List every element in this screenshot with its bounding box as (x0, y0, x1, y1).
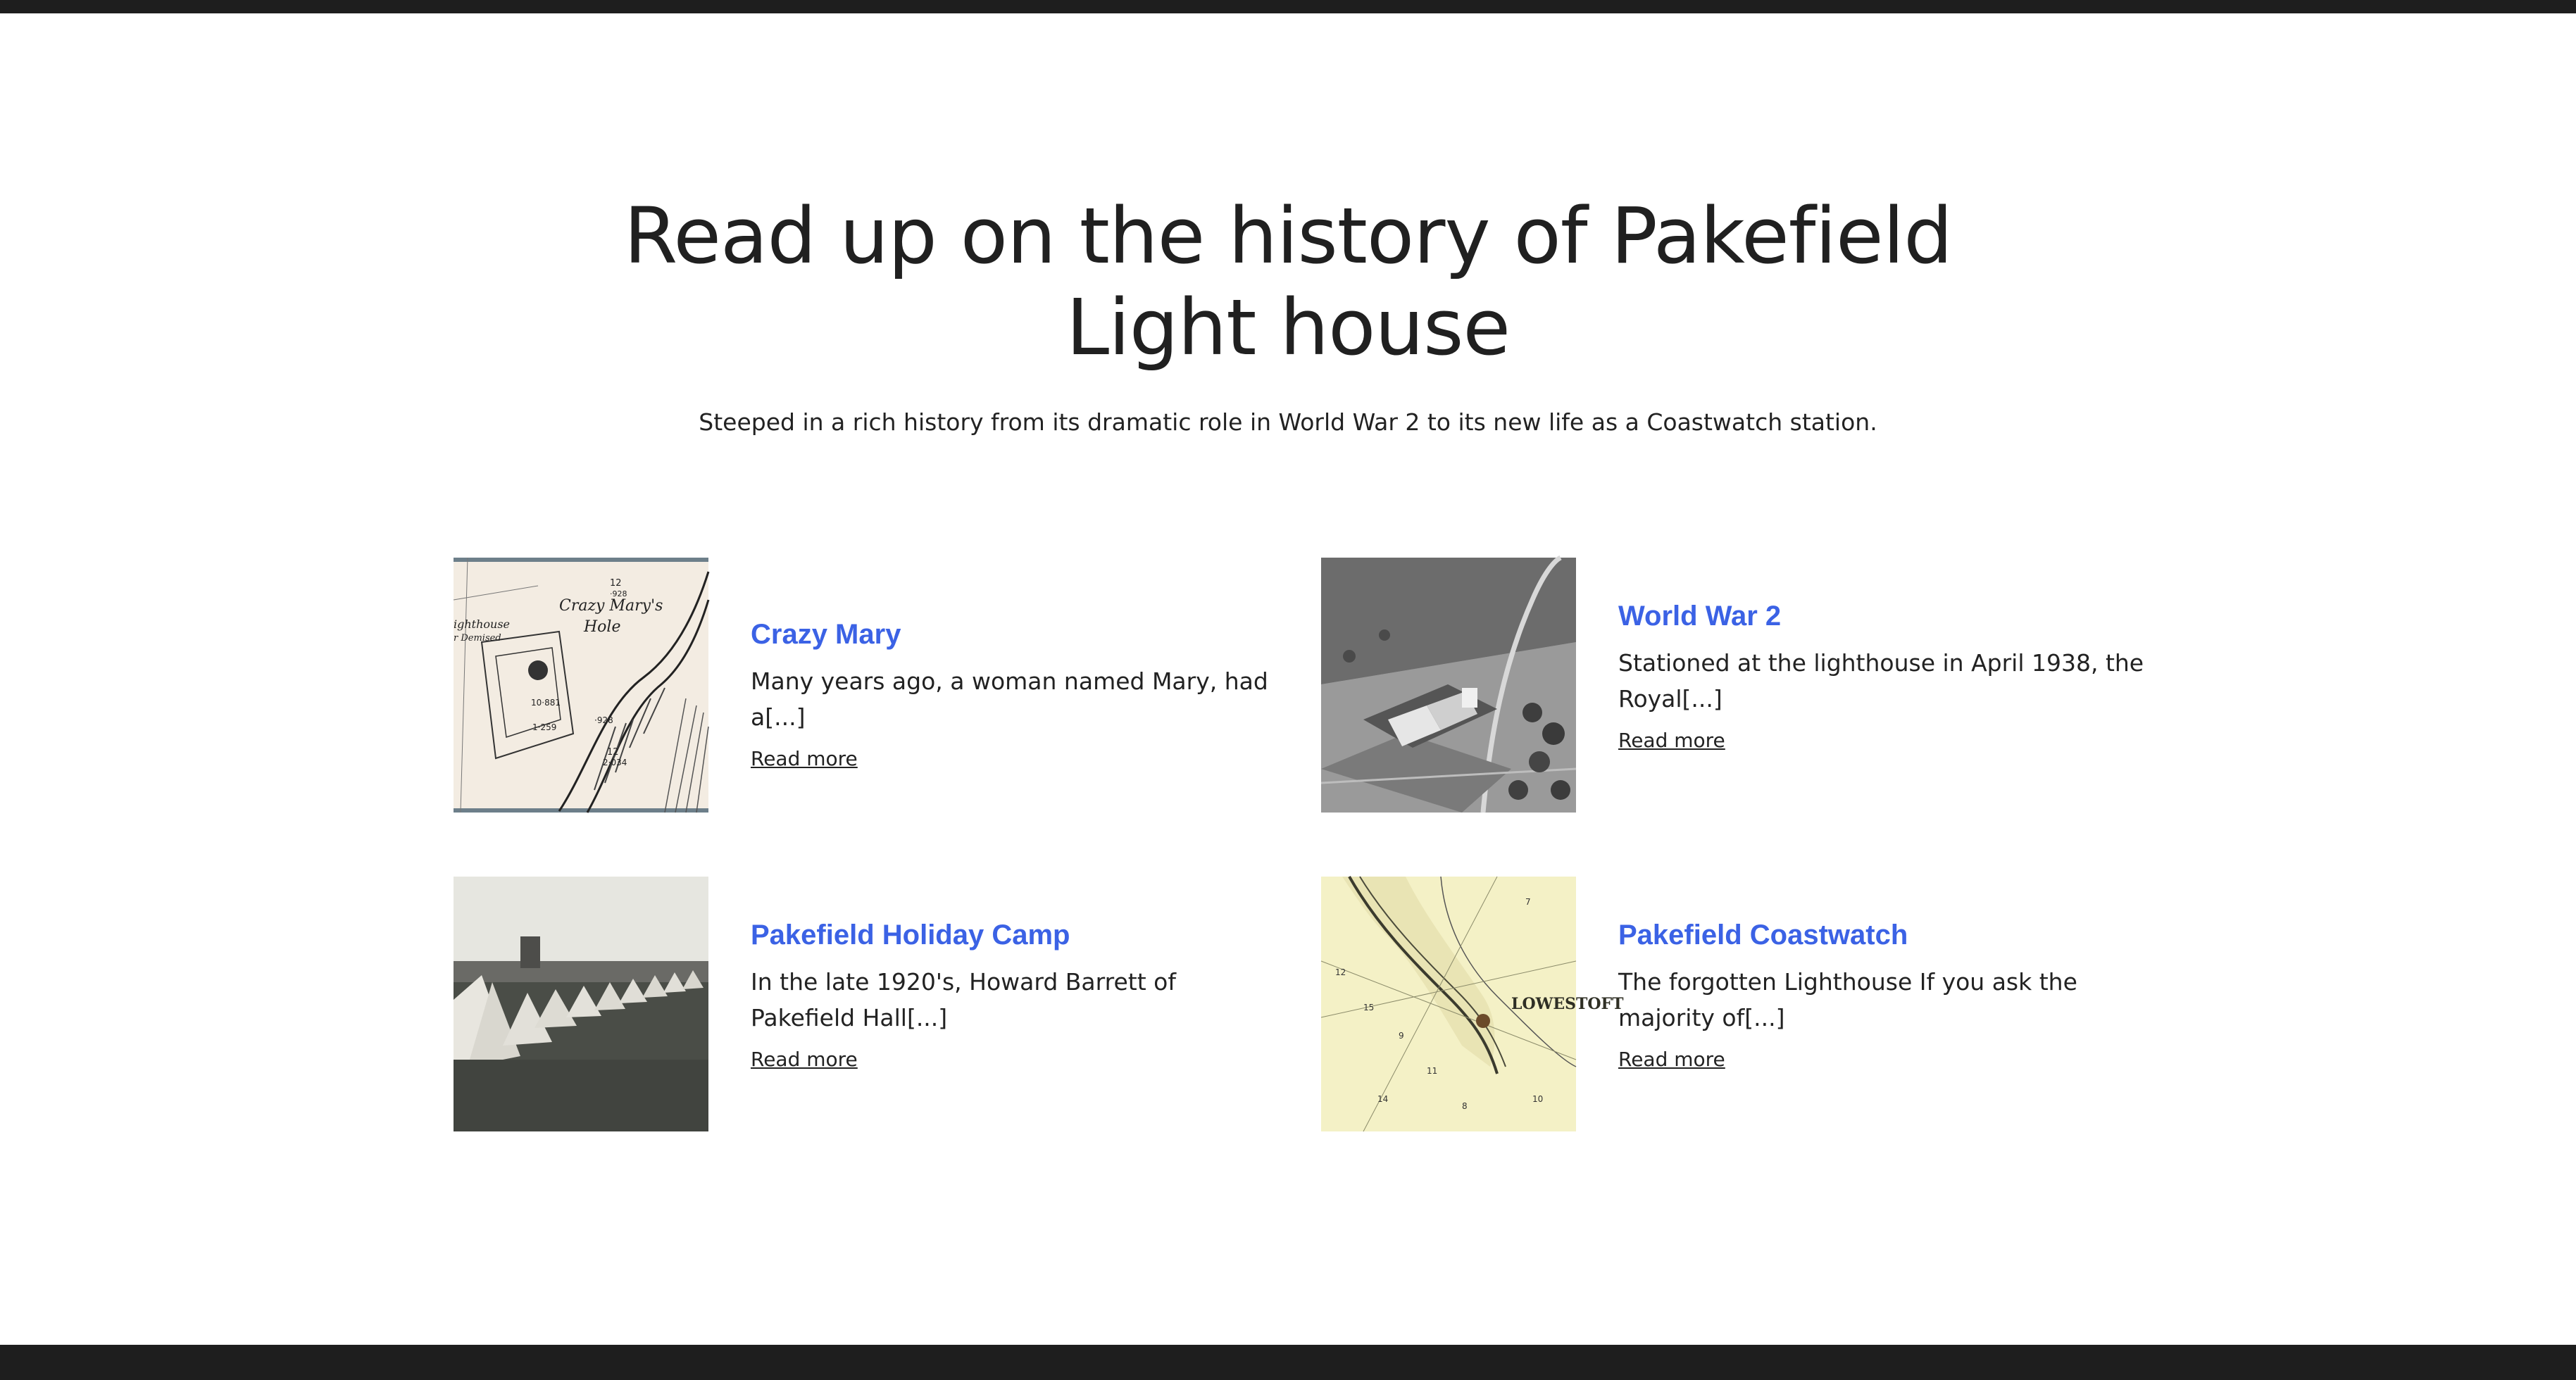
svg-text:·928: ·928 (610, 589, 627, 598)
read-more-link[interactable]: Read more (1618, 1048, 1725, 1071)
article-excerpt: In the late 1920's, Howard Barrett of Pakefield Hall[...] (751, 968, 1176, 1031)
svg-text:10: 10 (1532, 1094, 1544, 1104)
article-excerpt: Many years ago, a woman named Mary, had a[...] (751, 667, 1268, 731)
svg-text:8: 8 (1462, 1101, 1468, 1111)
article-card-body (1618, 917, 2153, 1074)
footer-bar (0, 1345, 2576, 1380)
read-more-link[interactable]: Read more (1618, 729, 1725, 752)
top-bar (0, 0, 2576, 13)
coastwatch-nautical-chart-image[interactable] (1321, 877, 1624, 1131)
article-card-body (1618, 598, 2153, 755)
svg-text:12: 12 (607, 747, 619, 758)
article-card-pakefield-coastwatch (1321, 877, 2152, 1131)
svg-text:15: 15 (1363, 1003, 1375, 1012)
svg-text:9: 9 (1399, 1031, 1404, 1041)
article-title-pakefield-holiday-camp[interactable]: Pakefield Holiday Camp (751, 920, 1070, 951)
map-label-lighthouse: ighthouse (454, 617, 511, 631)
map-label-crazy-marys: Crazy Mary's (559, 597, 663, 615)
svg-text:1·259: 1·259 (532, 722, 557, 732)
svg-text:12: 12 (610, 578, 622, 589)
map-label-hole: Hole (584, 618, 621, 636)
page-title: Read up on the history of Pakefield Light house (623, 191, 1953, 372)
read-more-link[interactable]: Read more (751, 1048, 858, 1071)
svg-text:10·881: 10·881 (531, 698, 561, 708)
holiday-camp-photo-image[interactable] (454, 877, 708, 1131)
svg-text:2·034: 2·034 (603, 758, 627, 767)
crazy-mary-map-image[interactable] (454, 558, 708, 813)
article-card-body (751, 617, 1286, 773)
svg-text:14: 14 (1377, 1094, 1389, 1104)
page-subtitle: Steeped in a rich history from its dramatic role in World War 2 to its new life as a Coastwatch station. (699, 408, 1877, 436)
article-title-crazy-mary[interactable]: Crazy Mary (751, 619, 901, 650)
svg-text:12: 12 (1335, 967, 1346, 977)
map-label-demised: r Demised (454, 633, 501, 644)
article-title-world-war-2[interactable]: World War 2 (1618, 601, 1782, 632)
article-excerpt: Stationed at the lighthouse in April 1938, the Royal[...] (1618, 649, 2144, 713)
article-excerpt: The forgotten Lighthouse If you ask the majority of[...] (1618, 968, 2077, 1031)
article-card-world-war-2 (1321, 558, 2152, 813)
read-more-link[interactable]: Read more (751, 747, 858, 770)
world-war-2-aerial-image[interactable] (1321, 558, 1576, 813)
article-card-pakefield-holiday-camp (454, 877, 1284, 1131)
article-card-crazy-mary (454, 558, 1284, 813)
svg-text:7: 7 (1525, 897, 1531, 907)
svg-text:11: 11 (1427, 1066, 1438, 1076)
map-label-lowestoft: LOWESTOFT (1511, 995, 1624, 1013)
svg-text:·928: ·928 (594, 715, 613, 725)
article-title-pakefield-coastwatch[interactable]: Pakefield Coastwatch (1618, 920, 1908, 951)
article-card-body (751, 917, 1286, 1074)
